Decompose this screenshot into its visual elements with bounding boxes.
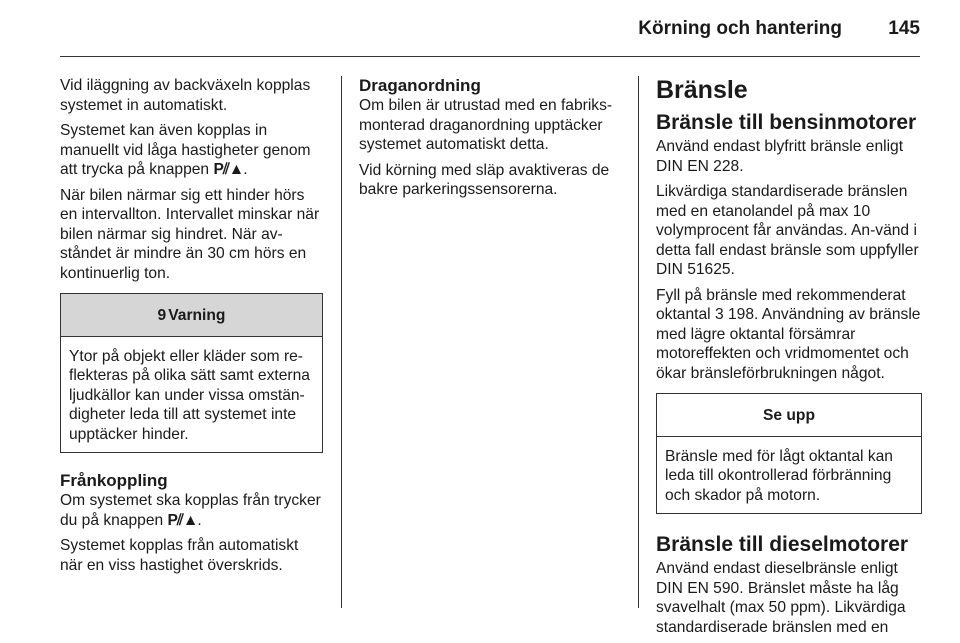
paragraph — [60, 121, 323, 180]
section-title: Bränsle till dieselmotorer — [656, 533, 909, 556]
paragraph: När bilen närmar sig ett hinder hörs en intervallton. Intervallet minskar när bilen närmar sig hindret. När av-ståndet är mindre än 30 cm hörs en kontinuerlig ton. — [60, 186, 320, 282]
section-title: Bränsle till bensinmotorer — [656, 111, 917, 134]
paragraph-text: Om systemet ska kopplas från trycker du på knappen — [60, 492, 321, 529]
page-number: 145 — [888, 18, 920, 39]
caution-box-header: Se upp — [657, 394, 921, 437]
warning-box — [60, 293, 323, 453]
page-header-title: Körning och hantering — [638, 18, 842, 39]
paragraph-text: . — [243, 161, 248, 178]
page-reference-icon: 3 — [714, 306, 724, 323]
warning-title: Varning — [168, 307, 226, 324]
paragraph-text: . Användning av bränsle med lägre oktantal försämrar motoreffekten och vridmomentet och ökar bränsleförbrukningen något. — [656, 306, 921, 382]
column-1 — [60, 76, 323, 581]
paragraph: Om bilen är utrustad med en fabriks-monterad draganordning upptäcker systemet automatiskt detta. — [359, 97, 613, 153]
column-divider-1 — [341, 76, 342, 608]
parking-sensor-button-icon: P⫽▲ — [167, 511, 198, 529]
section-title: Frånkoppling — [60, 471, 168, 490]
parking-sensor-button-icon: P⫽▲ — [213, 161, 244, 178]
paragraph-text: Systemet kan även kopplas in manuellt vid låga hastigheter genom att trycka på knappen — [60, 122, 311, 178]
header-divider — [60, 56, 920, 57]
paragraph-text: Fyll på bränsle med rekommenderat oktantal — [656, 286, 906, 323]
paragraph: Vid iläggning av backväxeln kopplas systemet in automatiskt. — [60, 77, 311, 114]
page-header — [0, 0, 960, 56]
caution-text: Bränsle med för lågt oktantal kan leda till okontrollerad förbränning och skador på motorn. — [665, 447, 893, 504]
paragraph: Använd endast dieselbränsle enligt DIN EN 590. Bränslet måste ha låg svavelhalt (max 50 ppm). Likvärdiga standardiserade bränslen med en — [656, 560, 906, 636]
warning-icon: 9 — [157, 307, 167, 324]
paragraph: Systemet kopplas från automatiskt när en viss hastighet överskrids. — [60, 537, 299, 574]
warning-box-header — [61, 294, 322, 337]
paragraph-text: . — [197, 511, 202, 529]
paragraph: Använd endast blyfritt bränsle enligt DIN EN 228. — [656, 138, 904, 175]
caution-box — [656, 393, 922, 514]
paragraph — [656, 286, 922, 384]
warning-text: Ytor på objekt eller kläder som re-flekteras på olika sätt samt externa ljudkällor kan under vissa omstän-digheter leda till att systemet inte upptäcker hinder. — [69, 347, 310, 443]
column-2 — [359, 76, 622, 206]
paragraph: Likvärdiga standardiserade bränslen med en etanolandel på max 10 volymprocent får användas. An-vänd i detta fall endast bränsle som uppfyller DIN 51625. — [656, 183, 919, 278]
section-title: Draganordning — [359, 76, 481, 95]
page-reference[interactable]: 198 — [723, 306, 754, 323]
paragraph: Vid körning med släp avaktiveras de bakre parkeringssensorerna. — [359, 161, 610, 198]
chapter-title: Bränsle — [656, 76, 748, 104]
column-3 — [656, 76, 922, 643]
paragraph — [60, 491, 323, 530]
column-divider-2 — [638, 76, 639, 608]
